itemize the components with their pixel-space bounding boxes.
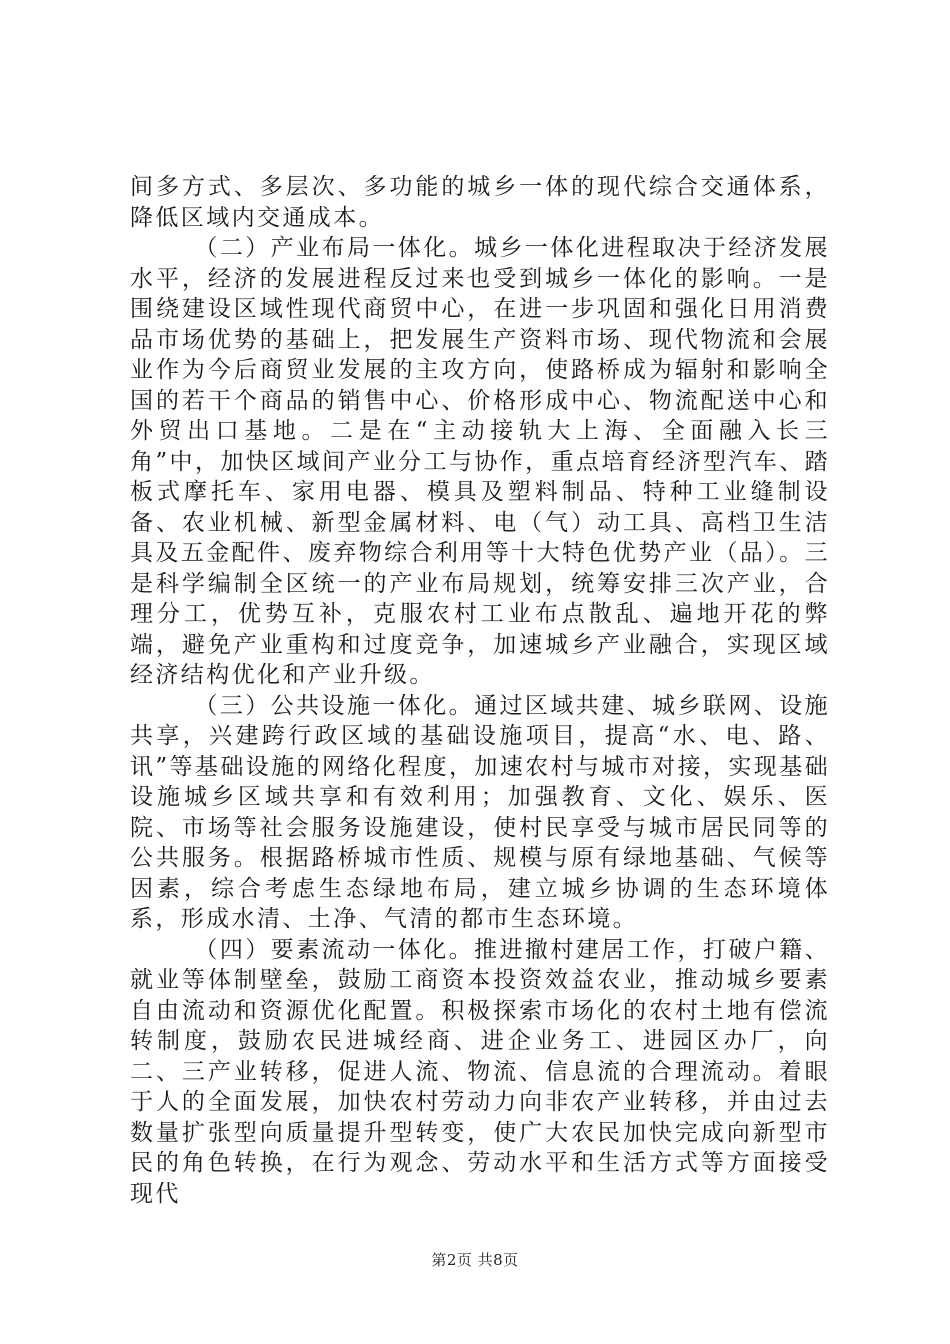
paragraph-public-facilities: （三）公共设施一体化。通过区域共建、城乡联网、设施共享，兴建跨行政区域的基础设施项目，提高“水、电、路、讯”等基础设施的网络化程度，加速农村与城市对接，实现基础设施城乡区域共享和有效利用；加强教育、文化、娱乐、医院、市场等社会服务设施建设，使村民享受与城市居民同等的公共服务。根据路桥城市性质、规模与原有绿地基础、气候等因素，综合考虑生态绿地布局，建立城乡协调的生态环境体系，形成水清、土净、气清的都市生态环境。 bbox=[130, 692, 830, 932]
paragraph-factor-flow: （四）要素流动一体化。推进撤村建居工作，打破户籍、就业等体制壁垒，鼓励工商资本投资效益农业，推动城乡要素自由流动和资源优化配置。积极探索市场化的农村土地有偿流转制度，鼓励农民进城经商、进企业务工、进园区办厂，向二、三产业转移，促进人流、物流、信息流的合理流动。着眼于人的全面发展，加快农村劳动力向非农产业转移，并由过去数量扩张型向质量提升型转变，使广大农民加快完成向新型市民的角色转换，在行为观念、劳动水平和生活方式等方面接受现代 bbox=[130, 936, 830, 1207]
paragraph-continuation: 间多方式、多层次、多功能的城乡一体的现代综合交通体系，降低区域内交通成本。 bbox=[130, 174, 830, 231]
document-body bbox=[130, 172, 830, 1209]
paragraph-industry-layout: （二）产业布局一体化。城乡一体化进程取决于经济发展水平，经济的发展进程反过来也受到城乡一体化的影响。一是围绕建设区域性现代商贸中心，在进一步巩固和强化日用消费品市场优势的基础上，把发展生产资料市场、现代物流和会展业作为今后商贸业发展的主攻方向，使路桥成为辐射和影响全国的若干个商品的销售中心、价格形成中心、物流配送中心和外贸出口基地。二是在“主动接轨大上海、全面融入长三角”中，加快区域间产业分工与协作，重点培育经济型汽车、踏板式摩托车、家用电器、模具及塑料制品、特种工业缝制设备、农业机械、新型金属材料、电（气）动工具、高档卫生洁具及五金配件、废弃物综合利用等十大特色优势产业（品）。三是科学编制全区统一的产业布局规划，统筹安排三次产业，合理分工，优势互补，克服农村工业布点散乱、遍地开花的弊端，避免产业重构和过度竞争，加速城乡产业融合，实现区域经济结构优化和产业升级。 bbox=[130, 235, 830, 688]
page-number-footer: 第2页 共8页 bbox=[431, 1251, 519, 1269]
